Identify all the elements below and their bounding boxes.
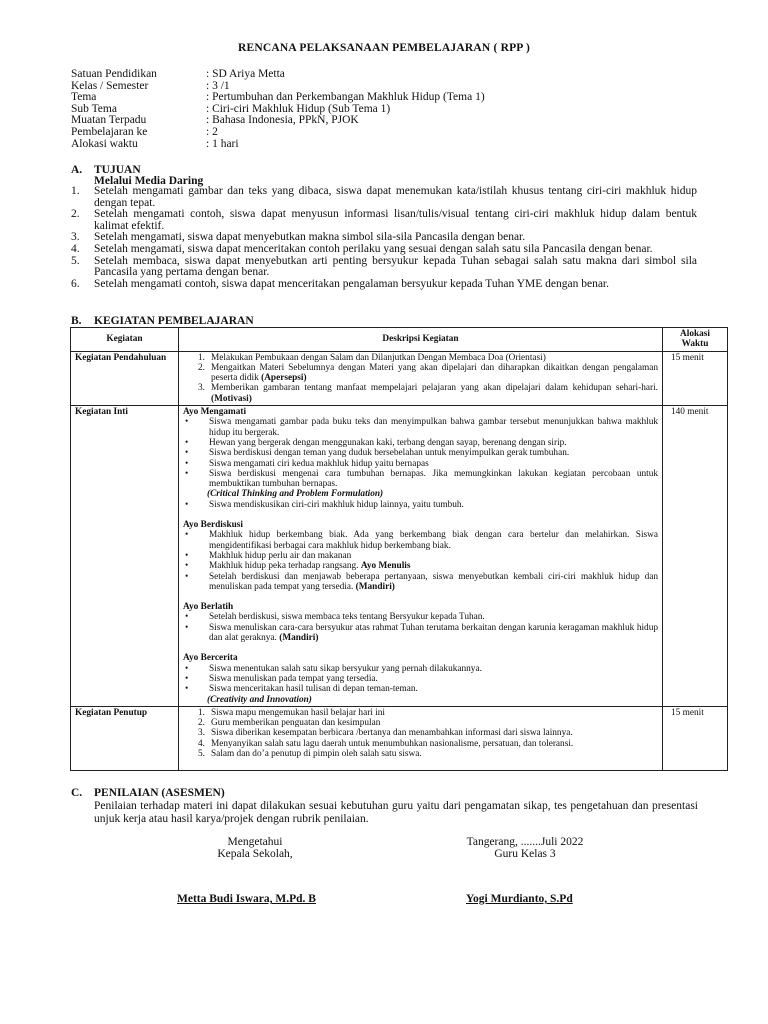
activity-text-body: Siswa mengamati ciri kedua makhluk hidup yaitu bernapas	[209, 458, 429, 469]
tujuan-text: Setelah mengamati contoh, siswa dapat menyusun informasi lisan/tulis/visual tentang ciri-ciri makhluk hidup dalam bentuk kalimat efektif.	[94, 208, 697, 232]
table-list-item	[183, 728, 658, 738]
activity-text-body: Hewan yang bergerak dengan menggunakan kaki, terbang dengan sayap, berenang dengan sirip.	[209, 437, 567, 448]
penilaian-text: Penilaian terhadap materi ini dapat dilakukan sesuai kebutuhan guru yaitu dari pengamatan sikap, tes pengetahuan dan presentasi unjuk kerja atau hasil karya/projek dengan rubrik penilaian.	[94, 800, 698, 825]
identity-key: Muatan Terpadu	[71, 114, 147, 127]
item-text-body: Guru memberikan penguatan dan kesimpulan	[211, 718, 381, 729]
table-list-item	[183, 708, 658, 718]
activity-item	[183, 417, 658, 438]
deskripsi-penutup	[179, 706, 663, 770]
identity-row	[71, 69, 485, 81]
activity-text	[209, 674, 658, 684]
activity-text-body: Siswa menentukan salah satu sikap bersyukur yang pernah dilakukannya.	[209, 663, 482, 674]
activity-text-body: Setelah berdiskusi, siswa membaca teks tentang Bersyukur kepada Tuhan.	[209, 612, 485, 623]
item-text	[211, 363, 658, 384]
tujuan-item	[71, 244, 697, 256]
tujuan-item	[71, 209, 697, 232]
identity-value: : Ciri-ciri Makhluk Hidup (Sub Tema 1)	[206, 102, 391, 115]
item-bold: (Motivasi)	[211, 393, 252, 404]
item-number: 3.	[198, 728, 205, 739]
bullet-icon: •	[185, 499, 189, 510]
activity-item	[183, 469, 658, 490]
table-row-penutup	[71, 706, 728, 770]
item-number: 4.	[198, 738, 205, 749]
activity-item	[183, 438, 658, 448]
signature-right-line1: Tangerang, .......Juli 2022	[466, 836, 584, 848]
activity-text-body: Siswa berdiskusi mengenai cara tumbuhan bernapas. Jika memungkinkan lakukan kegiatan percobaan untuk membuktikan tumbuhan bernapas.	[209, 468, 658, 490]
identity-key: Tema	[71, 91, 97, 104]
tujuan-text: Setelah mengamati, siswa dapat menceritakan contoh perilaku yang sesuai dengan salah satu sila Pancasila dengan benar.	[94, 242, 653, 255]
activity-group-title: Ayo Berlatih	[183, 602, 234, 613]
tujuan-list	[71, 186, 697, 290]
section-c-title: PENILAIAN (ASESMEN)	[94, 787, 225, 799]
activity-text-body: Setelah berdiskusi dan menjawab beberapa pertanyaan, siswa menyebutkan kembali ciri-ciri makhluk hidup dan menuliskan pada tempat yang tersedia.	[209, 571, 658, 592]
signature-right	[450, 836, 600, 861]
tujuan-text: Setelah mengamati, siswa dapat menyebutkan makna simbol sila-sila Pancasila dengan benar.	[94, 231, 526, 244]
item-bold: (Apersepsi)	[261, 373, 307, 384]
item-number: 2.	[198, 362, 205, 373]
tujuan-text: Setelah mengamati gambar dan teks yang dibaca, siswa dapat menemukan kata/istilah khusus tentang ciri-ciri makhluk hidup dengan tepat.	[94, 185, 697, 209]
kegiatan-table	[70, 327, 728, 771]
tujuan-number: 2.	[71, 208, 80, 221]
section-b-title: KEGIATAN PEMBELAJARAN	[94, 315, 254, 327]
activity-item	[183, 623, 658, 644]
tujuan-item	[71, 279, 697, 291]
identity-value: : SD Ariya Metta	[206, 68, 285, 80]
identity-key: Alokasi waktu	[71, 137, 138, 150]
identity-row	[71, 127, 485, 139]
item-text	[211, 708, 658, 718]
document-title: RENCANA PELAKSANAAN PEMBELAJARAN ( RPP )	[238, 42, 530, 54]
table-list-item	[183, 383, 658, 404]
section-b-number: B.	[71, 315, 82, 327]
table-list-item	[183, 749, 658, 759]
item-number: 2.	[198, 718, 205, 729]
bullet-icon: •	[185, 561, 189, 572]
activity-item	[183, 572, 658, 593]
table-list-item	[183, 718, 658, 728]
guru-name: Yogi Murdianto, S.Pd	[466, 893, 573, 905]
bullet-icon: •	[185, 448, 189, 459]
activity-text-body: Makhluk hidup berkembang biak. Ada yang berkembang biak dengan cara bertelur dan melahirkan. Siswa mengidentifikasi berbagai cara makhluk hidup berkembang biak.	[209, 530, 658, 551]
identity-value: : 1 hari	[206, 137, 239, 150]
table-list-item	[183, 363, 658, 384]
activity-text	[209, 530, 658, 551]
item-text-body: Menyanyikan salah satu lagu daerah untuk menumbuhkan nasionalisme, persatuan, dan toleransi.	[211, 738, 574, 749]
item-text	[211, 383, 658, 404]
activity-text	[209, 438, 658, 448]
activity-item	[183, 674, 658, 684]
alokasi-penutup: 15 menit	[663, 706, 728, 770]
activity-item	[183, 500, 658, 510]
identity-value: : 2	[206, 125, 218, 138]
tujuan-number: 5.	[71, 254, 80, 267]
section-a-title: TUJUAN	[94, 164, 141, 176]
deskripsi-pendahuluan	[179, 351, 663, 405]
activity-bold: Ayo Menulis	[360, 561, 411, 572]
activity-bold: (Mandiri)	[279, 633, 319, 644]
tujuan-item	[71, 256, 697, 279]
activity-list	[183, 612, 658, 643]
header-deskripsi: Deskripsi Kegiatan	[179, 328, 663, 352]
bullet-icon: •	[185, 468, 189, 479]
identity-value: : Pertumbuhan dan Perkembangan Makhluk Hidup (Tema 1)	[206, 91, 485, 104]
label-inti: Kegiatan Inti	[71, 406, 179, 707]
bullet-icon: •	[185, 530, 189, 541]
identity-row	[71, 139, 485, 151]
activity-text	[209, 623, 658, 644]
header-alokasi: Alokasi Waktu	[663, 328, 728, 352]
activity-note: (Critical Thinking and Problem Formulation)	[207, 489, 384, 500]
tujuan-number: 3.	[71, 231, 80, 244]
tujuan-number: 1.	[71, 185, 80, 197]
activity-text	[209, 469, 658, 490]
activity-item	[183, 612, 658, 622]
section-b-heading	[71, 315, 254, 327]
activity-note: (Creativity and Innovation)	[207, 694, 312, 705]
signature-left-line1: Mengetahui	[227, 836, 283, 848]
activity-text-body: Siswa menceritakan hasil tulisan di depan teman-teman.	[209, 684, 418, 695]
item-text-body: Salam dan do’a penutup di pimpin oleh salah satu siswa.	[211, 748, 422, 759]
activity-text	[209, 448, 658, 458]
item-text-body: Siswa diberikan kesempatan berbicara /bertanya dan menambahkan informasi dari siswa lainnya.	[211, 728, 573, 739]
bullet-icon: •	[185, 684, 189, 695]
table-row-inti	[71, 406, 728, 707]
signature-left	[190, 836, 320, 861]
section-a-subtitle: Melalui Media Daring	[94, 175, 204, 187]
section-c-heading	[71, 787, 225, 799]
activity-list	[183, 530, 658, 592]
tujuan-number: 6.	[71, 277, 80, 290]
bullet-icon: •	[185, 458, 189, 469]
section-a-number: A.	[71, 164, 83, 176]
activity-text	[209, 572, 658, 593]
bullet-icon: •	[185, 550, 189, 561]
table-header-row	[71, 328, 728, 352]
table-list-item	[183, 739, 658, 749]
item-number: 1.	[198, 707, 205, 718]
activity-item	[183, 684, 658, 694]
identity-key: Kelas / Semester	[71, 79, 149, 92]
activity-group-title: Ayo Berdiskusi	[183, 520, 244, 531]
signature-right-line2: Guru Kelas 3	[494, 848, 556, 861]
activity-text-body: Makhluk hidup peka terhadap rangsang.	[209, 561, 361, 572]
item-text-body: Siswa mapu mengemukan hasil belajar hari ini	[211, 707, 386, 718]
activity-bold: (Mandiri)	[355, 581, 395, 592]
activity-text	[209, 500, 658, 510]
item-text	[211, 728, 658, 738]
alokasi-inti: 140 menit	[663, 406, 728, 707]
item-text	[211, 718, 658, 728]
tujuan-text: Setelah membaca, siswa dapat menyebutkan arti penting bersyukur kepada Tuhan sebagai salah satu makna dari simbol sila Pancasila yang pertama dengan benar.	[94, 254, 697, 279]
signature-left-line2: Kepala Sekolah,	[217, 848, 293, 861]
tujuan-item	[71, 186, 697, 209]
activity-item	[183, 530, 658, 551]
activity-text-body: Siswa mengamati gambar pada buku teks dan menyimpulkan bahwa gambar tersebut menunjukkan bahwa makhluk hidup itu bergerak.	[209, 417, 658, 438]
bullet-icon: •	[185, 571, 189, 582]
bullet-icon: •	[185, 417, 189, 428]
item-text	[211, 749, 658, 759]
activity-item	[183, 664, 658, 674]
header-kegiatan: Kegiatan	[71, 328, 179, 352]
item-number: 5.	[198, 748, 205, 759]
activity-item	[183, 448, 658, 458]
item-text-body: Melakukan Pembukaan dengan Salam dan Dilanjutkan Dengan Membaca Doa (Orientasi)	[211, 352, 546, 363]
table-list-item	[183, 353, 658, 363]
table-row-pendahuluan	[71, 351, 728, 405]
activity-list	[183, 500, 658, 510]
tujuan-number: 4.	[71, 242, 80, 255]
item-text-body: Memberikan gambaran tentang manfaat mempelajari pelajaran yang akan dipelajari dalam kehidupan sehari-hari.	[211, 383, 658, 394]
bullet-icon: •	[185, 437, 189, 448]
tujuan-text: Setelah mengamati contoh, siswa dapat menceritakan pengalaman bersyukur kepada Tuhan YME dengan benar.	[94, 277, 610, 290]
activity-text	[209, 684, 658, 694]
activity-text	[209, 561, 658, 571]
alokasi-pendahuluan: 15 menit	[663, 351, 728, 405]
activity-text	[209, 551, 658, 561]
label-pendahuluan: Kegiatan Pendahuluan	[71, 351, 179, 405]
bullet-icon: •	[185, 663, 189, 674]
activity-text	[209, 664, 658, 674]
item-text	[211, 739, 658, 749]
activity-item	[183, 561, 658, 571]
label-penutup: Kegiatan Penutup	[71, 706, 179, 770]
bullet-icon: •	[185, 673, 189, 684]
activity-list	[183, 664, 658, 695]
identity-value: : Bahasa Indonesia, PPkN, PJOK	[206, 114, 359, 127]
activity-text-body: Siswa menuliskan pada tempat yang tersedia.	[209, 673, 378, 684]
activity-item	[183, 551, 658, 561]
activity-text-body: Siswa berdiskusi dengan teman yang duduk bersebelahan untuk menyimpulkan gerak tumbuhan.	[209, 448, 570, 459]
identity-key: Pembelajaran ke	[71, 125, 148, 138]
activity-text	[209, 459, 658, 469]
activity-text	[209, 612, 658, 622]
activity-item	[183, 459, 658, 469]
activity-group-title: Ayo Mengamati	[183, 407, 247, 418]
kepala-sekolah-name: Metta Budi Iswara, M.Pd. B	[177, 893, 316, 905]
bullet-icon: •	[185, 612, 189, 623]
identity-value: : 3 /1	[206, 79, 230, 92]
item-text-body: Mengaitkan Materi Sebelumnya dengan Materi yang akan dipelajari dan diharapkan dikaitkan dengan pengalaman peserta didik	[211, 362, 658, 384]
activity-group-title: Ayo Bercerita	[183, 653, 238, 664]
deskripsi-inti	[179, 406, 663, 707]
section-c-number: C.	[71, 787, 83, 799]
identity-block	[71, 69, 485, 150]
identity-key: Sub Tema	[71, 102, 117, 115]
item-number: 3.	[198, 383, 205, 394]
item-number: 1.	[198, 352, 205, 363]
activity-text-body: Siswa mendiskusikan ciri-ciri makhluk hidup lainnya, yaitu tumbuh.	[209, 499, 464, 510]
activity-text-body: Makhluk hidup perlu air dan makanan	[209, 550, 352, 561]
activity-list	[183, 417, 658, 489]
item-text	[211, 353, 658, 363]
bullet-icon: •	[185, 622, 189, 633]
identity-key: Satuan Pendidikan	[71, 68, 157, 80]
activity-text	[209, 417, 658, 438]
activity-text-body: Siswa menuliskan cara-cara bersyukur atas rahmat Tuhan terutama berkaitan dengan karunia keragaman makhluk hidup dan alat geraknya.	[209, 622, 658, 644]
